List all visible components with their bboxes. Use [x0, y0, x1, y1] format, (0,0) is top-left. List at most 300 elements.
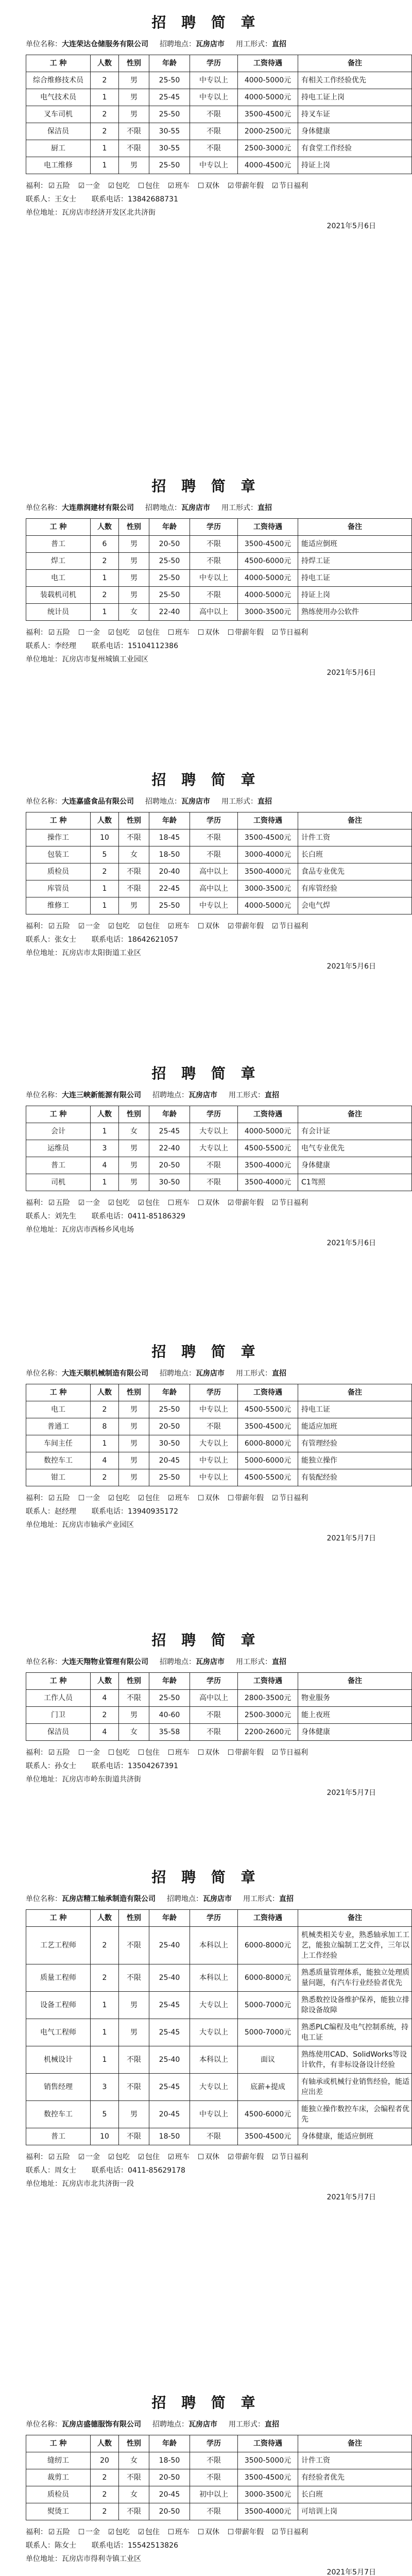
education-cell: 高中以上: [190, 604, 238, 621]
benefit-item: [137, 182, 160, 190]
salary-cell: 4500-6000元: [238, 2101, 298, 2128]
head-count-cell: 2: [91, 2469, 119, 2486]
age-range-cell: 22-40: [149, 1140, 190, 1157]
age-range-cell: 30-55: [149, 123, 190, 140]
benefit-label: 双休: [205, 629, 219, 637]
notice-footer: [26, 2526, 386, 2576]
age-range-cell: 18-50: [149, 2128, 190, 2145]
age-range-cell: 25-40: [149, 1964, 190, 1992]
age-range-cell: 30-50: [149, 1174, 190, 1191]
gender-cell: 不限: [119, 1690, 149, 1707]
age-range-cell: 20-40: [149, 863, 190, 880]
education-cell: 不限: [190, 1418, 238, 1435]
recruit-location-field: [167, 1895, 232, 1903]
age-range-cell: 25-45: [149, 1992, 190, 2019]
company-name: 大连三峡新能源有限公司: [62, 1091, 141, 1099]
employment-form-label: 用工形式：: [243, 1895, 279, 1903]
address-line: [26, 2552, 386, 2566]
checked-box-icon: [107, 179, 115, 193]
salary-cell: 5000-6000元: [238, 1452, 298, 1469]
education-cell: 不限: [190, 2128, 238, 2145]
notice-title: 招 聘 简 章: [151, 1343, 261, 1360]
job-table-body: [26, 1123, 412, 1191]
gender-cell: 男: [119, 1707, 149, 1724]
education-cell: 不限: [190, 1724, 238, 1741]
address-label: 单位地址：: [26, 209, 62, 217]
salary-cell: 3000-4000元: [238, 846, 298, 863]
salary-cell: 3000-3500元: [238, 2486, 298, 2503]
empty-box-icon: [227, 1746, 235, 1759]
benefit-label: 双休: [205, 1749, 219, 1757]
company-name-label: 单位名称：: [26, 798, 62, 806]
job-title-cell: 门卫: [26, 1707, 91, 1724]
company-name-label: 单位名称：: [26, 2420, 62, 2429]
column-header-head-count: 人数: [91, 1106, 119, 1123]
company-info: [26, 1656, 386, 1668]
benefit-label: 带薪年假: [235, 1749, 264, 1757]
benefit-item: [197, 922, 219, 930]
company-name-label: 单位名称：: [26, 1658, 62, 1666]
recruit-location-label: 招聘地点：: [160, 1658, 196, 1666]
head-count-cell: 1: [91, 1174, 119, 1191]
benefit-item: [47, 1749, 70, 1757]
requirements-cell: 持焊工证: [298, 553, 412, 570]
job-title-cell: 电气工程师: [26, 2019, 91, 2046]
table-row: [26, 140, 412, 157]
column-header-education: 学历: [190, 1106, 238, 1123]
column-header-education: 学历: [190, 55, 238, 72]
address-line: [26, 1223, 386, 1236]
age-range-cell: 25-45: [149, 2074, 190, 2101]
requirements-cell: 长白班: [298, 846, 412, 863]
company-name-label: 单位名称：: [26, 1895, 62, 1903]
age-range-cell: 25-50: [149, 72, 190, 89]
gender-cell: 女: [119, 2486, 149, 2503]
age-range-cell: 20-45: [149, 1452, 190, 1469]
recruit-location: 瓦房店市: [181, 798, 210, 806]
salary-cell: 3500-4000元: [238, 1157, 298, 1174]
address-line: [26, 1773, 386, 1786]
table-row: [26, 2019, 412, 2046]
contact-person-field: [26, 642, 76, 650]
table-row: [26, 1435, 412, 1452]
benefit-item: [271, 2153, 308, 2161]
job-title-cell: 普通工: [26, 1418, 91, 1435]
benefit-item: [167, 1494, 190, 1502]
table-row: [26, 897, 412, 914]
education-cell: 大专以上: [190, 1140, 238, 1157]
table-row: [26, 1140, 412, 1157]
benefit-label: 包吃: [115, 1749, 130, 1757]
contact-phone: 13940935172: [128, 1507, 178, 1516]
benefit-item: [167, 1749, 190, 1757]
job-table: [26, 812, 412, 914]
salary-cell: 3500-4500元: [238, 1418, 298, 1435]
requirements-cell: 有食堂工作经验: [298, 140, 412, 157]
company-name-label: 单位名称：: [26, 40, 62, 48]
contact-phone: 13842688731: [128, 195, 178, 204]
benefit-item: [227, 922, 264, 930]
notice-title: 招 聘 简 章: [151, 1869, 261, 1886]
age-range-cell: 25-45: [149, 89, 190, 106]
benefit-label: 五险: [56, 1494, 70, 1502]
education-cell: 高中以上: [190, 1690, 238, 1707]
notice-footer: [26, 920, 386, 973]
contact-phone-field: [92, 1212, 185, 1221]
age-range-cell: 25-50: [149, 897, 190, 914]
employment-form-field: [229, 2420, 279, 2429]
benefit-item: [197, 1749, 219, 1757]
age-range-cell: 20-50: [149, 536, 190, 553]
company-name-field: [26, 2420, 141, 2429]
benefit-item: [197, 1494, 219, 1502]
contact-person-field: [26, 2166, 76, 2175]
job-table: [26, 1672, 412, 1741]
checked-box-icon: [227, 179, 235, 193]
empty-box-icon: [77, 1746, 85, 1759]
job-title-cell: 裁剪工: [26, 2469, 91, 2486]
company-info: [26, 795, 386, 808]
empty-box-icon: [107, 1746, 115, 1759]
notice-date: 2021年5月6日: [327, 669, 376, 677]
address-label: 单位地址：: [26, 655, 62, 664]
benefit-item: [227, 629, 264, 637]
benefit-item: [107, 1749, 130, 1757]
recruit-location: 瓦房店市: [196, 1369, 225, 1378]
contact-phone: 15542513826: [128, 2541, 178, 2550]
education-cell: 不限: [190, 106, 238, 123]
benefit-item: [77, 2528, 100, 2536]
checked-box-icon: [167, 2150, 175, 2164]
gender-cell: 男: [119, 553, 149, 570]
contact-line: [26, 1505, 386, 1518]
benefit-label: 双休: [205, 2153, 219, 2161]
contact-label: 联系人：: [26, 1762, 55, 1770]
head-count-cell: 2: [91, 2503, 119, 2520]
column-header-requirements: 备注: [298, 812, 412, 829]
benefit-item: [107, 1494, 130, 1502]
education-cell: 不限: [190, 1157, 238, 1174]
employment-form: 直招: [279, 1895, 294, 1903]
benefit-item: [197, 2528, 219, 2536]
job-title-cell: 焊工: [26, 553, 91, 570]
benefit-label: 包吃: [115, 922, 130, 930]
recruit-location: 瓦房店市: [203, 1895, 232, 1903]
contact-line: [26, 639, 386, 653]
benefit-item: [77, 182, 100, 190]
table-row: [26, 1401, 412, 1418]
benefits-line: [26, 1196, 386, 1210]
benefit-label: 一金: [85, 1199, 100, 1207]
requirements-cell: 有管理经验: [298, 1435, 412, 1452]
checked-box-icon: [137, 1492, 145, 1505]
employment-form: 直招: [265, 2420, 279, 2429]
requirements-cell: 能独立操作数控车床，会编程者优先: [298, 2101, 412, 2128]
notice-title: 招 聘 简 章: [151, 478, 261, 495]
column-header-requirements: 备注: [298, 1384, 412, 1401]
requirements-cell: 有相关工作经验优先: [298, 72, 412, 89]
company-name-label: 单位名称：: [26, 1091, 62, 1099]
salary-cell: 4000-5000元: [238, 570, 298, 587]
contact-label: 联系人：: [26, 936, 55, 944]
benefit-item: [107, 182, 130, 190]
gender-cell: 不限: [119, 123, 149, 140]
benefits-label: 福利：: [26, 922, 47, 930]
column-header-age-range: 年龄: [149, 1106, 190, 1123]
notice-date: 2021年5月7日: [327, 2568, 376, 2576]
notice-block: [0, 1855, 412, 2380]
benefit-label: 五险: [56, 922, 70, 930]
job-table-body: [26, 1927, 412, 2145]
table-row: [26, 1469, 412, 1486]
gender-cell: 男: [119, 1418, 149, 1435]
age-range-cell: 20-45: [149, 2486, 190, 2503]
employment-form-field: [243, 1895, 294, 1903]
benefit-item: [137, 2153, 160, 2161]
column-header-education: 学历: [190, 1384, 238, 1401]
salary-cell: 2200-2600元: [238, 1724, 298, 1741]
empty-box-icon: [227, 626, 235, 639]
head-count-cell: 2: [91, 553, 119, 570]
age-range-cell: 20-50: [149, 1418, 190, 1435]
job-table: [26, 1909, 412, 2145]
job-title-cell: 数控车工: [26, 2101, 91, 2128]
benefit-label: 五险: [56, 2528, 70, 2536]
job-table-head: [26, 1673, 412, 1690]
column-header-job-title: 工 种: [26, 1106, 91, 1123]
checked-box-icon: [271, 1196, 279, 1210]
notice-footer: [26, 2150, 386, 2204]
contact-person: 陈女士: [55, 2541, 76, 2550]
gender-cell: 男: [119, 157, 149, 174]
requirements-cell: 熟悉数控设备维护保养，能独立排除设备故障: [298, 1992, 412, 2019]
notice-footer: [26, 1196, 386, 1250]
requirements-cell: 计件工资: [298, 2452, 412, 2469]
age-range-cell: 25-40: [149, 1927, 190, 1964]
column-header-salary: 工资待遇: [238, 519, 298, 536]
job-table: [26, 518, 412, 621]
column-header-salary: 工资待遇: [238, 812, 298, 829]
job-table-head: [26, 519, 412, 536]
company-name: 瓦房店精工轴承制造有限公司: [62, 1895, 156, 1903]
education-cell: 大专以上: [190, 1435, 238, 1452]
benefit-label: 一金: [85, 922, 100, 930]
salary-cell: 3000-3500元: [238, 604, 298, 621]
age-range-cell: 25-45: [149, 1123, 190, 1140]
requirements-cell: 有装配经验: [298, 1469, 412, 1486]
age-range-cell: 25-50: [149, 587, 190, 604]
age-range-cell: 25-50: [149, 1690, 190, 1707]
head-count-cell: 1: [91, 1992, 119, 2019]
job-title-cell: 质检员: [26, 2486, 91, 2503]
address-label: 单位地址：: [26, 2555, 62, 2563]
benefit-label: 五险: [56, 1199, 70, 1207]
job-title-cell: 电工维修: [26, 157, 91, 174]
benefit-label: 一金: [85, 629, 100, 637]
salary-cell: 2800-3500元: [238, 1690, 298, 1707]
gender-cell: 男: [119, 1435, 149, 1452]
requirements-cell: 有轴承或机械行业销售经验，能适应出差: [298, 2074, 412, 2101]
notice-block: [0, 1618, 412, 1855]
table-row: [26, 1452, 412, 1469]
table-row: [26, 1123, 412, 1140]
benefit-item: [167, 1199, 190, 1207]
employment-form-label: 用工形式：: [229, 2420, 265, 2429]
benefit-label: 双休: [205, 1494, 219, 1502]
benefit-label: 班车: [175, 2153, 190, 2161]
requirements-cell: 能适应倒班: [298, 536, 412, 553]
table-row: [26, 1690, 412, 1707]
job-table: [26, 55, 412, 174]
requirements-cell: 电气专业优先: [298, 1140, 412, 1157]
phone-label: 联系电话：: [92, 195, 128, 204]
job-title-cell: 库管员: [26, 880, 91, 897]
employment-form: 直招: [258, 798, 272, 806]
benefit-item: [167, 182, 190, 190]
benefit-label: 节日福利: [279, 182, 308, 190]
gender-cell: 男: [119, 89, 149, 106]
benefit-label: 一金: [85, 2528, 100, 2536]
contact-person-field: [26, 1507, 76, 1516]
requirements-cell: 持证上岗: [298, 587, 412, 604]
benefit-item: [271, 182, 308, 190]
salary-cell: 4500-5500元: [238, 1140, 298, 1157]
job-title-cell: 普工: [26, 1157, 91, 1174]
checked-box-icon: [137, 1196, 145, 1210]
requirements-cell: 持电工证: [298, 570, 412, 587]
table-row: [26, 863, 412, 880]
benefits-label: 福利：: [26, 2153, 47, 2161]
gender-cell: 男: [119, 1452, 149, 1469]
salary-cell: 4000-5000元: [238, 587, 298, 604]
benefit-item: [137, 629, 160, 637]
benefit-label: 包住: [145, 629, 160, 637]
education-cell: 中专以上: [190, 89, 238, 106]
phone-label: 联系电话：: [92, 1507, 128, 1516]
benefit-item: [47, 2528, 70, 2536]
empty-box-icon: [77, 2526, 85, 2539]
salary-cell: 4500-6000元: [238, 553, 298, 570]
head-count-cell: 1: [91, 570, 119, 587]
job-title-cell: 司机: [26, 1174, 91, 1191]
column-header-salary: 工资待遇: [238, 55, 298, 72]
recruit-location: 瓦房店市: [181, 504, 210, 512]
requirements-cell: 熟悉PLC编程及电气控制系统，持电工证: [298, 2019, 412, 2046]
contact-label: 联系人：: [26, 1212, 55, 1221]
checked-box-icon: [271, 2526, 279, 2539]
requirements-cell: 能适应加班: [298, 1418, 412, 1435]
salary-cell: 6000-8000元: [238, 1927, 298, 1964]
contact-person-field: [26, 1212, 76, 1221]
head-count-cell: 10: [91, 829, 119, 846]
education-cell: 中专以上: [190, 897, 238, 914]
gender-cell: 男: [119, 897, 149, 914]
requirements-cell: 有库管经验: [298, 880, 412, 897]
benefits-line: [26, 1746, 386, 1759]
head-count-cell: 1: [91, 1435, 119, 1452]
education-cell: 不限: [190, 553, 238, 570]
empty-box-icon: [167, 626, 175, 639]
benefit-item: [167, 629, 190, 637]
benefit-item: [47, 1494, 70, 1502]
salary-cell: 3000-3500元: [238, 880, 298, 897]
benefit-label: 双休: [205, 1199, 219, 1207]
salary-cell: 4000-5000元: [238, 72, 298, 89]
contact-phone: 13504267391: [128, 1762, 178, 1770]
benefits-line: [26, 2150, 386, 2164]
column-header-age-range: 年龄: [149, 55, 190, 72]
gender-cell: 男: [119, 587, 149, 604]
header-row: [26, 55, 412, 72]
table-row: [26, 1418, 412, 1435]
benefit-label: 一金: [85, 2153, 100, 2161]
head-count-cell: 2: [91, 1964, 119, 1992]
benefit-label: 五险: [56, 1749, 70, 1757]
contact-line: [26, 1210, 386, 1223]
company-address: 瓦房店市太阳街道工业区: [62, 949, 141, 957]
education-cell: 不限: [190, 587, 238, 604]
salary-cell: 3500-4500元: [238, 536, 298, 553]
head-count-cell: 4: [91, 1157, 119, 1174]
company-address: 瓦房店市北共济街一段: [62, 2180, 134, 2188]
checked-box-icon: [107, 2150, 115, 2164]
job-title-cell: 钳工: [26, 1469, 91, 1486]
age-range-cell: 30-50: [149, 1435, 190, 1452]
recruit-location: 瓦房店市: [196, 40, 225, 48]
header-row: [26, 1910, 412, 1927]
requirements-cell: 熟练使用办公软件: [298, 604, 412, 621]
company-name-field: [26, 798, 134, 806]
head-count-cell: 5: [91, 2101, 119, 2128]
checked-box-icon: [77, 179, 85, 193]
contact-person: 周女士: [55, 2166, 76, 2175]
education-cell: 高中以上: [190, 880, 238, 897]
job-title-cell: 综合维修技术员: [26, 72, 91, 89]
job-title-cell: 工艺工程师: [26, 1927, 91, 1964]
head-count-cell: 2: [91, 106, 119, 123]
job-title-cell: 数控车工: [26, 1452, 91, 1469]
employment-form-label: 用工形式：: [236, 1658, 272, 1666]
requirements-cell: 会电气焊: [298, 897, 412, 914]
employment-form-label: 用工形式：: [236, 1369, 272, 1378]
salary-cell: 4500-5500元: [238, 1401, 298, 1418]
salary-cell: 3500-4000元: [238, 863, 298, 880]
column-header-salary: 工资待遇: [238, 1384, 298, 1401]
benefit-label: 包吃: [115, 1494, 130, 1502]
education-cell: 大专以上: [190, 1992, 238, 2019]
head-count-cell: 2: [91, 587, 119, 604]
benefit-label: 节日福利: [279, 922, 308, 930]
table-row: [26, 2452, 412, 2469]
table-row: [26, 1157, 412, 1174]
job-table-body: [26, 536, 412, 621]
benefit-item: [271, 922, 308, 930]
column-header-salary: 工资待遇: [238, 1673, 298, 1690]
benefit-item: [227, 1199, 264, 1207]
education-cell: 中专以上: [190, 72, 238, 89]
table-row: [26, 2469, 412, 2486]
table-row: [26, 829, 412, 846]
salary-cell: 3500-4000元: [238, 2503, 298, 2520]
contact-person-field: [26, 1762, 76, 1770]
benefit-item: [47, 182, 70, 190]
benefit-label: 一金: [85, 1749, 100, 1757]
empty-box-icon: [137, 1746, 145, 1759]
salary-cell: 2500-3000元: [238, 1707, 298, 1724]
benefit-label: 双休: [205, 2528, 219, 2536]
column-header-head-count: 人数: [91, 1910, 119, 1927]
company-address: 瓦房店市岭东街道共济街: [62, 1775, 141, 1784]
